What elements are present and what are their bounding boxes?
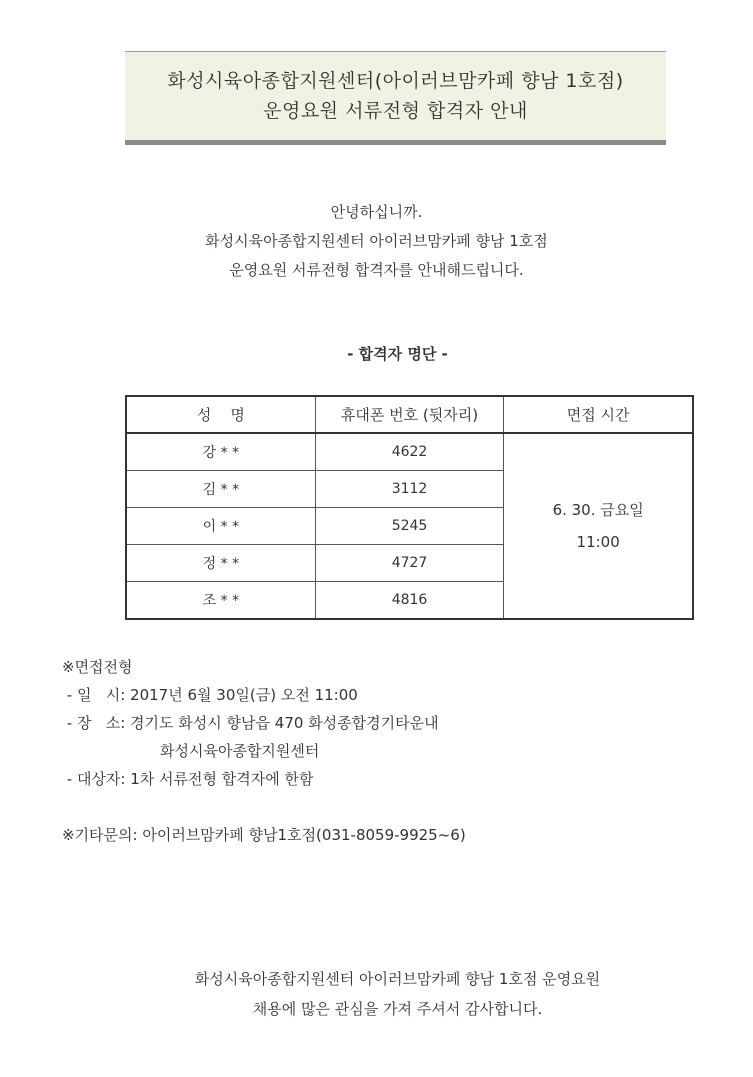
cell-interview-time bbox=[504, 433, 693, 619]
spacer bbox=[62, 793, 712, 821]
closing-line-1: 화성시육아종합지원센터 아이러브맘카페 향남 1호점 운영요원 bbox=[194, 970, 601, 988]
greeting-line-1: 안녕하십니까. bbox=[330, 203, 423, 221]
closing-message bbox=[0, 964, 753, 1024]
greeting-line-2: 화성시육아종합지원센터 아이러브맘카페 향남 1호점 bbox=[205, 232, 548, 250]
header-name: 성 명 bbox=[126, 396, 315, 433]
page-subtitle: 운영요원 서류전형 합격자 안내 bbox=[263, 100, 528, 122]
details-target: - 대상자: 1차 서류전형 합격자에 한함 bbox=[62, 770, 314, 788]
interview-details bbox=[62, 653, 712, 849]
interview-date: 6. 30. 금요일 bbox=[552, 501, 644, 519]
interview-hour: 11:00 bbox=[576, 533, 620, 551]
closing-line-2: 채용에 많은 관심을 가져 주셔서 감사합니다. bbox=[252, 1000, 543, 1018]
details-contact: ※기타문의: 아이러브맘카페 향남1호점(031-8059-9925~6) bbox=[62, 826, 466, 844]
cell-name: 김 * * bbox=[126, 471, 315, 508]
table-header-row bbox=[126, 396, 693, 433]
details-date: - 일 시: 2017년 6월 30일(금) 오전 11:00 bbox=[62, 686, 358, 704]
cell-phone: 4727 bbox=[315, 545, 504, 582]
header-phone: 휴대폰 번호 (뒷자리) bbox=[315, 396, 504, 433]
passer-table bbox=[125, 395, 694, 620]
cell-phone: 4816 bbox=[315, 582, 504, 620]
details-heading: ※면접전형 bbox=[62, 658, 133, 676]
header-interview-time: 면접 시간 bbox=[504, 396, 693, 433]
title-box bbox=[125, 51, 666, 145]
cell-phone: 3112 bbox=[315, 471, 504, 508]
cell-name: 이 * * bbox=[126, 508, 315, 545]
greeting-text bbox=[0, 198, 753, 285]
cell-name: 정 * * bbox=[126, 545, 315, 582]
table-row bbox=[126, 433, 693, 471]
details-place-continued: 화성시육아종합지원센터 bbox=[160, 742, 320, 760]
cell-phone: 5245 bbox=[315, 508, 504, 545]
cell-name: 조 * * bbox=[126, 582, 315, 620]
greeting-line-3: 운영요원 서류전형 합격자를 안내해드립니다. bbox=[229, 261, 524, 279]
cell-name: 강 * * bbox=[126, 433, 315, 471]
list-title: - 합격자 명단 - bbox=[347, 345, 448, 363]
cell-phone: 4622 bbox=[315, 433, 504, 471]
page-title: 화성시육아종합지원센터(아이러브맘카페 향남 1호점) bbox=[167, 70, 624, 92]
details-place: - 장 소: 경기도 화성시 향남읍 470 화성종합경기타운내 bbox=[62, 714, 439, 732]
